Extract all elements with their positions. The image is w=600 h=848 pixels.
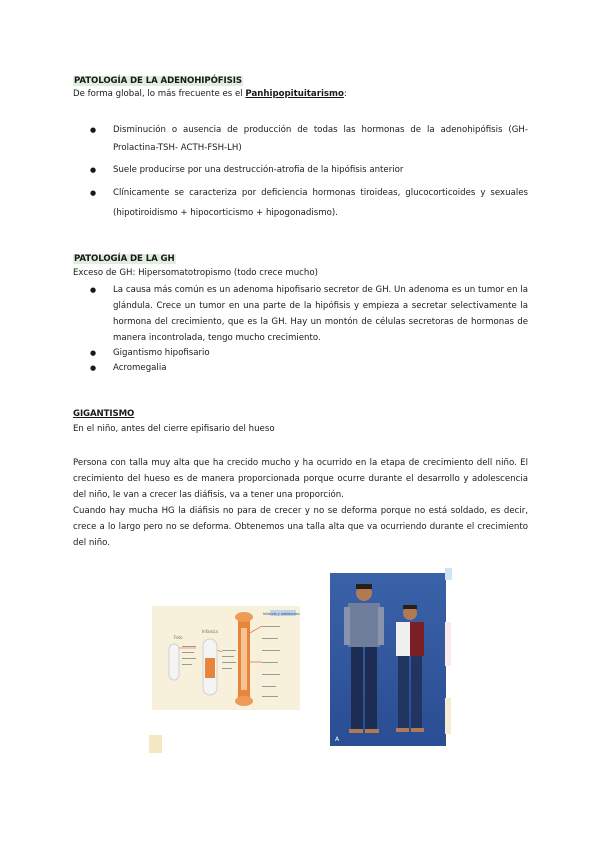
paragraph-gigantismo-2: Cuando hay mucha HG la diáfisis no para de crecer y no se deforma porque no está soldado, es decir, crece a lo largo pero no se deforma. Obtenemos una talla alta que va ocurriendo durante el crecimiento del niño. bbox=[73, 506, 528, 548]
list-item: ● Disminución o ausencia de producción de todas las hormonas de la adenohipófisis (GH-Prolactina-TSH- ACTH-FSH-LH) bbox=[90, 121, 528, 157]
decor-swatch bbox=[149, 735, 162, 753]
bone-growth-illustration bbox=[152, 606, 300, 710]
intro-panhipopituitarismo: De forma global, lo más frecuente es el Panhipopituitarismo: bbox=[73, 89, 347, 99]
list-item: ● La causa más común es un adenoma hipofisario secretor de GH. Un adenoma es un tumor en la glándula. Crece un tumor en una parte de la hipófisis y empieza a secretar selectivamente la hormona del crecimiento, que es la GH. Hay un montón de células secretoras de hormonas de manera incontrolada, tengo mucho crecimiento. bbox=[90, 282, 528, 346]
tall-person bbox=[344, 584, 384, 733]
bullet-list-adenohipofisis bbox=[90, 121, 528, 223]
intro-gigantismo: En el niño, antes del cierre epifisario del hueso bbox=[73, 424, 275, 434]
decor-swatch bbox=[445, 698, 451, 734]
gigantism-photo bbox=[330, 573, 446, 746]
decor-swatch bbox=[445, 568, 452, 580]
paragraph-gigantismo-1: Persona con talla muy alta que ha crecido mucho y ha ocurrido en la etapa de crecimiento dell niño. El crecimiento del hueso es de manera proporcionada porque ocurre durante el desarrollo y adolescencia del niño, le van a crecer las diáfisis, va a tener una proporción. bbox=[73, 458, 528, 500]
bone-growth-diagram bbox=[152, 606, 300, 710]
fetal-bone-shape bbox=[169, 644, 179, 680]
heading-gigantismo: GIGANTISMO bbox=[73, 409, 135, 419]
heading-gh: PATOLOGÍA DE LA GH bbox=[74, 254, 175, 264]
list-item: ● Suele producirse por una destrucción-atrofia de la hipófisis anterior bbox=[90, 161, 528, 179]
shorter-person bbox=[396, 605, 424, 732]
bone-header-label: Infancia y adolescencia bbox=[263, 612, 300, 616]
heading-adenohipofisis: PATOLOGÍA DE LA ADENOHIPÓFISIS bbox=[74, 76, 242, 86]
bullet-list-gh bbox=[90, 282, 528, 376]
list-item: ● Clínicamente se caracteriza por deficiencia hormonas tiroideas, glucocorticoides y sexuales (hipotiroidismo + hipocorticismo + hipogonadismo). bbox=[90, 183, 528, 223]
term-panhipopituitarismo: Panhipopituitarismo bbox=[245, 89, 344, 99]
decor-swatch bbox=[445, 622, 451, 666]
gigantism-photo-illustration bbox=[330, 573, 446, 746]
list-item: ● Acromegalia bbox=[90, 361, 528, 376]
stage-label-infancy: Infancia bbox=[202, 629, 218, 634]
label-lines bbox=[182, 626, 280, 697]
adolescent-bone-shape bbox=[235, 612, 253, 706]
intro-exceso-gh: Exceso de GH: Hipersomatotropismo (todo crece mucho) bbox=[73, 268, 318, 278]
photo-letter: A bbox=[335, 736, 340, 743]
child-bone-shape bbox=[203, 639, 217, 695]
stage-label-fetus: Feto bbox=[174, 635, 183, 640]
list-item: ● Gigantismo hipofisario bbox=[90, 346, 528, 361]
